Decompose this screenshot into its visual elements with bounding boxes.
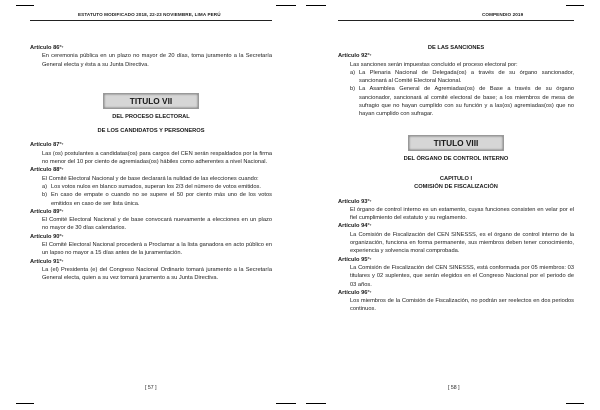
article-92-label: Artículo 92°* [338, 53, 372, 60]
article-96-label: Artículo 96°* [338, 289, 372, 296]
article-96-text: Los miembros de la Comisión de Fiscalización, no podrán ser reelectos en dos periodos continuos. [350, 298, 574, 313]
article-94-text: La Comisión de Fiscalización del CEN SINESSS, es el órgano de control interno de la organización, funciona en forma permanente, sus miembros deben tener conocimiento, experiencia y solvencia moral comprobada. [350, 231, 574, 255]
list-item: b) La Asamblea General de Agremiadas(os) de Base a través de su órgano sancionador, sancionará al comité electoral de base; a los miembros de mesa de sufragio que no hayan cumplido con su función y a las(os) agremiadas(os) que no hayan cumplido con sufragar. [350, 86, 574, 118]
article-90-text: El Comité Electoral Nacional procederá a Proclamar a la lista ganadora en acto público en un lapso no mayor a 15 días antes de la juramentación. [42, 242, 272, 257]
article-95-label: Artículo 95°* [338, 256, 372, 263]
running-header: COMPENDIO 2019 [482, 12, 524, 17]
article-93-label: Artículo 93°* [338, 198, 372, 205]
article-94-label: Artículo 94°* [338, 223, 372, 230]
article-88-text: El Comité Electoral Nacional y de base declarará la nulidad de las elecciones cuando: [42, 175, 259, 182]
list-item: a) La Plenaria Nacional de Delegada(os) a través de su órgano sancionador, sancionará al Comité Electoral Nacional. [350, 69, 574, 85]
subtitle-proceso-electoral: DEL PROCESO ELECTORAL [112, 113, 190, 120]
title-viii: TITULO VIII [408, 135, 504, 151]
article-87-label: Artículo 87°* [30, 142, 64, 149]
article-90-label: Artículo 90°* [30, 233, 64, 240]
running-header: ESTATUTO MODIFICADO 2018, 22-23 NOVIEMBRE, LIMA PERÚ [78, 12, 221, 17]
article-95-text: La Comisión de Fiscalización del CEN SINESSS, está conformada por 05 miembros: 03 titulares y 02 suplentes, que serán elegidos en el Congreso Nacional por el periodo de 03 años. [350, 264, 574, 288]
subtitle-candidatos: DE LOS CANDIDATOS Y PERSONEROS [97, 128, 205, 135]
article-89-label: Artículo 89°* [30, 208, 64, 215]
chapter-heading: CAPITULO I [439, 175, 473, 182]
subtitle-control-interno: DEL ÓRGANO DE CONTROL INTERNO [403, 155, 509, 162]
article-93-text: El órgano de control interno es un estamento, cuyas funciones consisten en velar por el fiel cumplimiento del estatuto y su reglamento. [350, 206, 574, 222]
chapter-subheading: COMISIÓN DE FISCALIZACIÓN [414, 184, 498, 191]
right-page [300, 0, 600, 410]
article-92-list [338, 69, 574, 119]
list-item: b) En caso de empate o cuando no se supere el 50 por ciento más uno de los votos emitidos en caso de ser lista única. [42, 192, 272, 207]
article-87-text: Las (os) postulantes a candidatas(os) para cargos del CEN serán respaldados por la firma no menor del 10 por ciento de agremiadas(os) hábiles como adherentes a nivel Nacional. [42, 150, 272, 166]
right-content [338, 44, 574, 314]
article-86-text: En ceremonia pública en un plazo no mayor de 20 días, toma juramento a la Secretaría General electa y ésta a su Junta Directiva. [42, 53, 272, 68]
article-89-text: El Comité Electoral Nacional y de base convocará nuevamente a elecciones en un plazo no mayor de 30 días calendarios. [42, 217, 272, 232]
article-88-label: Artículo 88°* [30, 167, 64, 174]
page-number: [ 58 ] [448, 385, 460, 391]
page-number: [ 57 ] [145, 385, 157, 391]
section-heading-sanciones: DE LAS SANCIONES [427, 45, 485, 51]
article-88-list [30, 183, 272, 208]
article-86-label: Artículo 86°* [30, 45, 64, 51]
title-vii: TITULO VII [103, 93, 199, 109]
left-content [30, 44, 272, 283]
header-rule [338, 20, 574, 21]
header-rule [30, 20, 272, 21]
list-item: a) Los votos nulos en blanco sumados, superan los 2/3 del número de votos emitidos. [42, 183, 261, 190]
article-92-text: Las sanciones serán impuestas concluido el proceso electoral por: [350, 61, 518, 68]
article-91-label: Artículo 91°* [30, 258, 64, 265]
article-91-text: La (el) Presidenta (e) del Congreso Nacional Ordinario tomará juramento a la Secretaría General electa, quien a su vez tomará juramento a su Junta Directiva. [42, 266, 272, 282]
